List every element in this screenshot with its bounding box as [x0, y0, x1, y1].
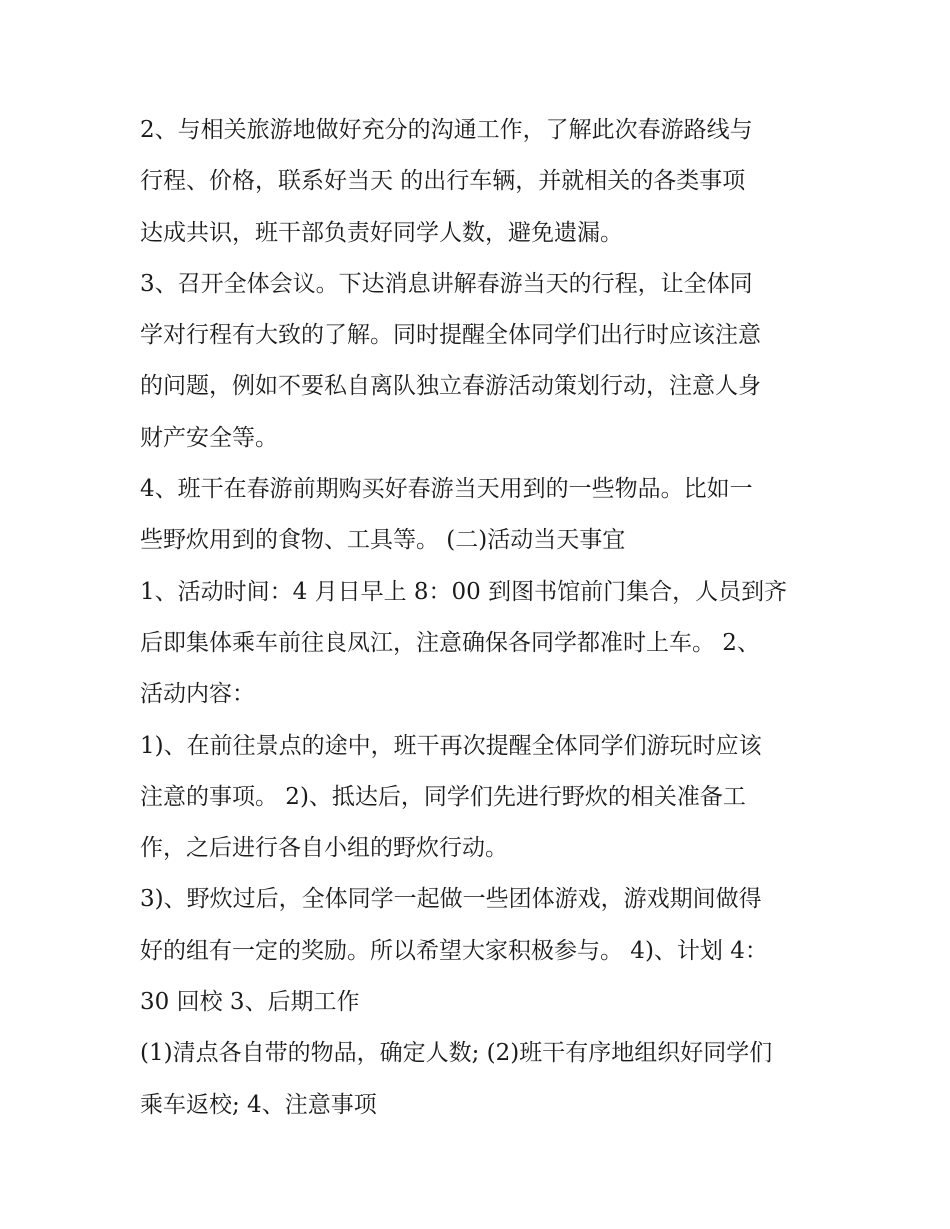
text-line-18: 30 回校 3、后期工作 [140, 989, 360, 1016]
text-line-19: (1)清点各自带的物品，确定人数; (2)班干有序地组织好同学们 [140, 1040, 773, 1067]
text-line-5: 学对行程有大致的了解。同时提醒全体同学们出行时应该注意 [140, 322, 761, 349]
text-line-6: 的问题，例如不要私自离队独立春游活动策划行动，注意人身 [140, 373, 761, 400]
document-body [140, 105, 820, 1131]
text-line-14: 注意的事项。 2)、抵达后，同学们先进行野炊的相关准备工 [140, 783, 746, 810]
text-line-3: 达成共识，班干部负责好同学人数，避免遗漏。 [140, 219, 623, 246]
text-line-1: 2、与相关旅游地做好充分的沟通工作，了解此次春游路线与 [140, 117, 753, 143]
text-line-10: 1、活动时间：4 月日早上 8：00 到图书馆前门集合，人员到齐 [140, 578, 788, 605]
text-line-12: 活动内容： [140, 681, 255, 708]
text-line-15: 作，之后进行各自小组的野炊行动。 [140, 835, 508, 862]
text-line-13: 1)、在前往景点的途中，班干再次提醒全体同学们游玩时应该 [140, 732, 762, 759]
text-line-16: 3)、野炊过后，全体同学一起做一些团体游戏，游戏期间做得 [140, 886, 762, 913]
text-line-17: 好的组有一定的奖励。所以希望大家积极参与。 4)、计划 4： [140, 937, 768, 964]
text-line-8: 4、班干在春游前期购买好春游当天用到的一些物品。比如一 [140, 476, 753, 503]
text-line-9: 些野炊用到的食物、工具等。 (二)活动当天事宜 [140, 527, 626, 554]
text-line-11: 后即集体乘车前往良凤江，注意确保各同学都准时上车。 2、 [140, 629, 760, 656]
text-line-20: 乘车返校; 4、注意事项 [140, 1091, 377, 1118]
text-line-2: 行程、价格，联系好当天 的出行车辆，并就相关的各类事项 [140, 168, 746, 195]
text-line-7: 财产安全等。 [140, 424, 278, 451]
text-line-4: 3、召开全体会议。下达消息讲解春游当天的行程，让全体同 [140, 270, 753, 297]
